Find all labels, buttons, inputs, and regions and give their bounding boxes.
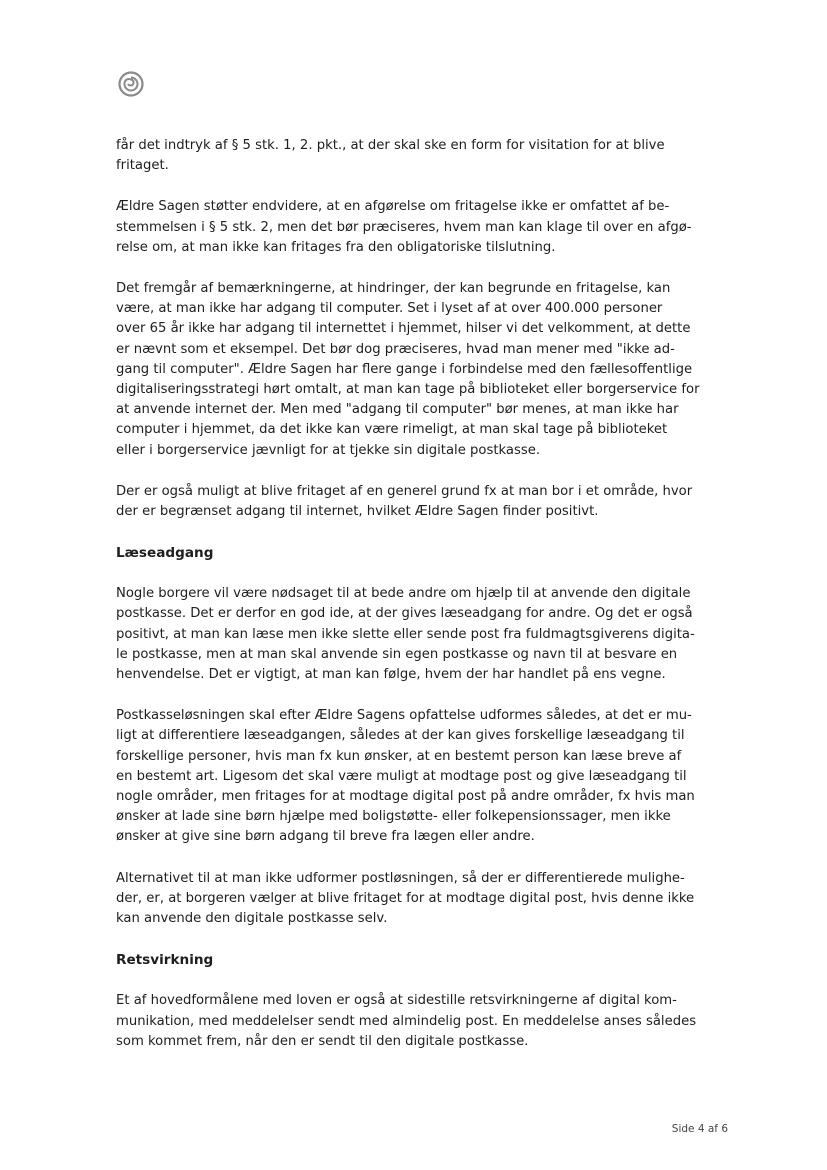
text-line: Der er også muligt at blive fritaget af en generel grund fx at man bor i et område, hvor — [116, 483, 693, 499]
paragraph — [116, 584, 736, 685]
paragraph — [116, 279, 736, 461]
text-line: henvendelse. Det er vigtigt, at man kan følge, hvem der har handlet på ens vegne. — [116, 667, 666, 683]
paragraph — [116, 197, 736, 258]
text-line: der, er, at borgeren vælger at blive fritaget for at modtage digital post, hvis denne ikke — [116, 890, 695, 906]
paragraph — [116, 869, 736, 930]
text-line: postkasse. Det er derfor en god ide, at der gives læseadgang for andre. Og det er også — [116, 606, 693, 622]
paragraph — [116, 991, 736, 1052]
page-number: Side 4 af 6 — [671, 1123, 728, 1135]
text-line: le postkasse, men at man skal anvende sin egen postkasse og navn til at besvare en — [116, 646, 678, 662]
text-line: stemmelsen i § 5 stk. 2, men det bør præciseres, hvem man kan klage til over en afgø- — [116, 219, 692, 235]
text-line: kan anvende den digitale postkasse selv. — [116, 911, 388, 927]
text-line: der er begrænset adgang til internet, hvilket Ældre Sagen finder positivt. — [116, 504, 599, 520]
text-line: positivt, at man kan læse men ikke slette eller sende post fra fuldmagtsgiverens digita- — [116, 626, 695, 642]
spiral-logo-icon — [118, 71, 144, 97]
text-line: gang til computer". Ældre Sagen har flere gange i forbindelse med den fællesoffentlige — [116, 361, 693, 377]
text-line: ligt at differentiere læseadgangen, således at der kan gives forskellige læseadgang til — [116, 728, 685, 744]
text-line: forskellige personer, hvis man fx kun ønsker, at en bestemt person kan læse breve af — [116, 748, 682, 764]
text-line: Et af hovedformålene med loven er også at sidestille retsvirkningerne af digital kom- — [116, 993, 677, 1009]
text-line: Alternativet til at man ikke udformer postløsningen, så der er differentierede mulighe- — [116, 870, 685, 886]
text-line: en bestemt art. Ligesom det skal være muligt at modtage post og give læseadgang til — [116, 768, 687, 784]
paragraph — [116, 482, 736, 522]
text-line: Nogle borgere vil være nødsaget til at bede andre om hjælp til at anvende den digitale — [116, 586, 691, 602]
text-line: får det indtryk af § 5 stk. 1, 2. pkt., at der skal ske en form for visitation for at blive — [116, 138, 665, 153]
text-line: at anvende internet der. Men med "adgang til computer" bør menes, at man ikke har — [116, 402, 679, 418]
text-line: Det fremgår af bemærkningerne, at hindringer, der kan begrunde en fritagelse, kan — [116, 281, 671, 297]
text-line: Ældre Sagen støtter endvidere, at en afgørelse om fritagelse ikke er omfattet af be- — [116, 199, 670, 215]
text-line: fritaget. — [116, 158, 169, 174]
text-line: over 65 år ikke har adgang til internettet i hjemmet, hilser vi det velkomment, at dette — [116, 321, 691, 337]
text-line: som kommet frem, når den er sendt til den digitale postkasse. — [116, 1033, 529, 1049]
text-line: munikation, med meddelelser sendt med almindelig post. En meddelelse anses således — [116, 1013, 697, 1029]
text-line: eller i borgerservice jævnligt for at tjekke sin digitale postkasse. — [116, 442, 541, 458]
text-line: Postkasseløsningen skal efter Ældre Sagens opfattelse udformes således, at det er mu- — [116, 708, 692, 724]
text-line: nogle områder, men fritages for at modtage digital post på andre områder, fx hvis man — [116, 789, 695, 805]
text-line: relse om, at man ikke kan fritages fra den obligatoriske tilslutning. — [116, 239, 556, 255]
text-line: ønsker at give sine børn adgang til breve fra lægen eller andre. — [116, 829, 535, 845]
section-heading: Læseadgang — [116, 545, 214, 562]
section-heading: Retsvirkning — [116, 952, 214, 969]
text-line: computer i hjemmet, da det ikke kan være rimeligt, at man skal tage på biblioteket — [116, 422, 668, 438]
paragraph — [116, 136, 736, 176]
text-line: er nævnt som et eksempel. Det bør dog præciseres, hvad man mener med "ikke ad- — [116, 341, 675, 357]
text-line: være, at man ikke har adgang til computer. Set i lyset af at over 400.000 personer — [116, 301, 663, 317]
document-body — [116, 136, 736, 1073]
text-line: digitaliseringsstrategi hørt omtalt, at man kan tage på biblioteket eller borgerservice for — [116, 382, 700, 398]
text-line: ønsker at lade sine børn hjælpe med boligstøtte- eller folkepensionssager, men ikke — [116, 809, 671, 825]
paragraph — [116, 706, 736, 847]
